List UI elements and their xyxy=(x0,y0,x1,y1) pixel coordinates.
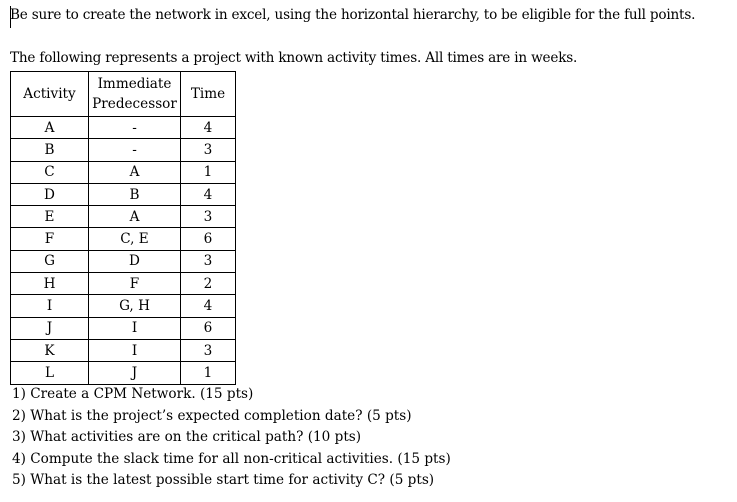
header-predecessor: Immediate Predecessor xyxy=(89,72,181,117)
instruction-text: Be sure to create the network in excel, using the horizontal hierarchy, to be eligible for the full points. xyxy=(10,7,696,23)
question-item: 4) Compute the slack time for all non-critical activities. (15 pts) xyxy=(12,450,451,467)
header-activity: Activity xyxy=(11,72,89,117)
cell-activity: C xyxy=(11,161,89,183)
header-time: Time xyxy=(181,72,236,117)
table-header-row xyxy=(11,72,236,117)
cell-activity: A xyxy=(11,117,89,139)
question-item: 3) What activities are on the critical path? (10 pts) xyxy=(12,429,362,445)
table-row xyxy=(11,362,236,384)
activity-table xyxy=(10,71,236,385)
table-row xyxy=(11,228,236,250)
cell-activity: J xyxy=(11,317,89,339)
cell-time: 6 xyxy=(181,228,236,250)
cell-time: 1 xyxy=(181,362,236,384)
cell-time: 4 xyxy=(181,117,236,139)
cell-time: 4 xyxy=(181,295,236,317)
table-row xyxy=(11,295,236,317)
cell-predecessor: J xyxy=(89,362,181,384)
cell-predecessor: I xyxy=(89,339,181,361)
cell-activity: I xyxy=(11,295,89,317)
table-row xyxy=(11,273,236,295)
cell-time: 3 xyxy=(181,339,236,361)
question-item: 1) Create a CPM Network. (15 pts) xyxy=(12,386,254,402)
cell-activity: E xyxy=(11,206,89,228)
cell-activity: F xyxy=(11,228,89,250)
cell-predecessor: A xyxy=(89,161,181,183)
cell-predecessor: G, H xyxy=(89,295,181,317)
cell-predecessor: - xyxy=(89,139,181,161)
cell-time: 3 xyxy=(181,139,236,161)
cell-predecessor: B xyxy=(89,183,181,205)
table-row xyxy=(11,339,236,361)
cell-predecessor: F xyxy=(89,273,181,295)
question-item: 2) What is the project’s expected completion date? (5 pts) xyxy=(12,407,412,424)
cell-time: 6 xyxy=(181,317,236,339)
cell-predecessor: C, E xyxy=(89,228,181,250)
cell-activity: D xyxy=(11,183,89,205)
cell-predecessor: I xyxy=(89,317,181,339)
table-row xyxy=(11,161,236,183)
table-row xyxy=(11,139,236,161)
cell-activity: G xyxy=(11,250,89,272)
question-item: 5) What is the latest possible start time for activity C? (5 pts) xyxy=(12,472,435,488)
cell-time: 1 xyxy=(181,161,236,183)
cell-predecessor: - xyxy=(89,117,181,139)
cell-activity: L xyxy=(11,362,89,384)
table-row xyxy=(11,183,236,205)
cell-time: 3 xyxy=(181,206,236,228)
cell-time: 3 xyxy=(181,250,236,272)
cell-activity: K xyxy=(11,339,89,361)
cell-predecessor: A xyxy=(89,206,181,228)
table-row xyxy=(11,206,236,228)
cell-activity: H xyxy=(11,273,89,295)
cell-activity: B xyxy=(11,139,89,161)
cell-predecessor: D xyxy=(89,250,181,272)
cell-time: 2 xyxy=(181,273,236,295)
table-row xyxy=(11,317,236,339)
table-row xyxy=(11,117,236,139)
cell-time: 4 xyxy=(181,183,236,205)
table-row xyxy=(11,250,236,272)
intro-text: The following represents a project with known activity times. All times are in weeks. xyxy=(10,50,578,66)
question-list xyxy=(12,384,451,492)
